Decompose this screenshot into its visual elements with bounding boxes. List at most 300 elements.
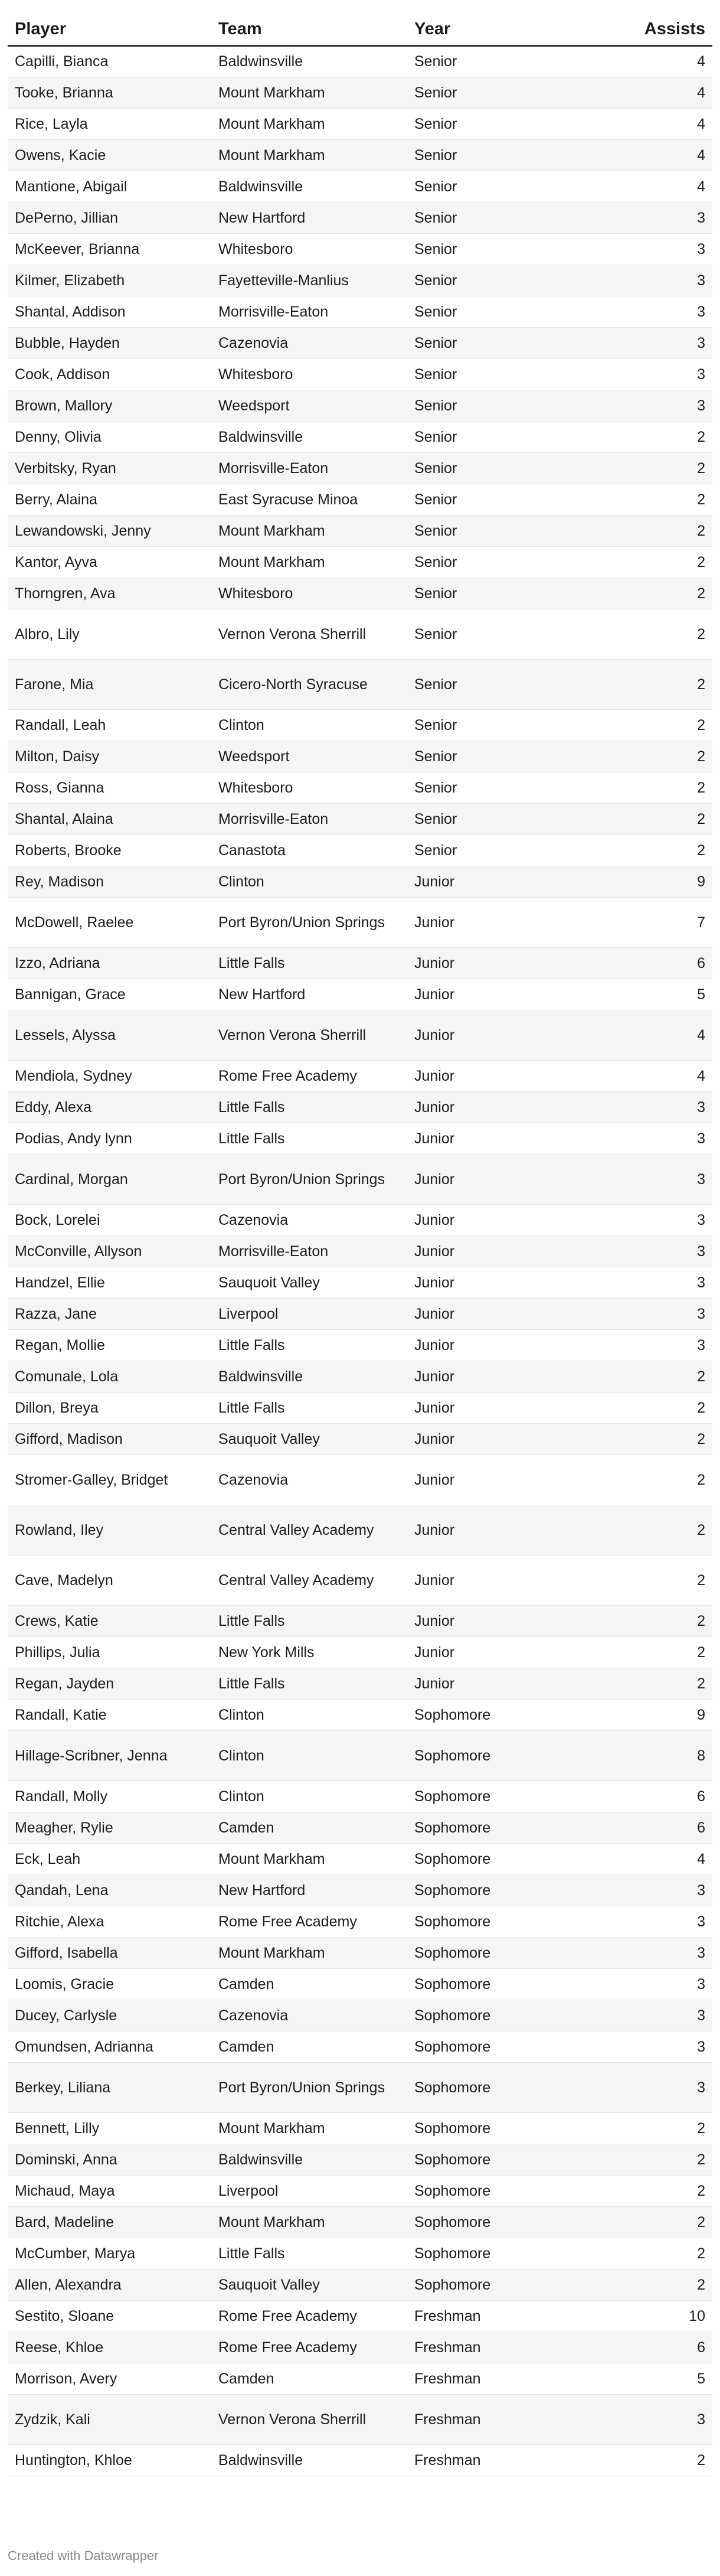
player-cell: Hillage-Scribner, Jenna	[8, 1731, 211, 1781]
player-cell: Sestito, Sloane	[8, 2301, 211, 2332]
table-row	[8, 1505, 712, 1556]
table-row	[8, 1123, 712, 1155]
table-row	[8, 234, 712, 265]
team-cell: Whitesboro	[211, 234, 407, 265]
table-header	[8, 13, 712, 46]
table-row	[8, 772, 712, 804]
assists-cell: 3	[602, 1906, 712, 1938]
team-cell: Little Falls	[211, 1668, 407, 1700]
assists-table-container	[8, 13, 712, 2476]
year-cell: Senior	[407, 609, 602, 660]
year-cell: Junior	[407, 866, 602, 898]
year-cell: Junior	[407, 1123, 602, 1155]
year-cell: Senior	[407, 547, 602, 578]
table-row	[8, 578, 712, 609]
assists-cell: 2	[602, 2207, 712, 2238]
team-cell: Camden	[211, 1969, 407, 2000]
player-cell: Farone, Mia	[8, 660, 211, 710]
team-cell: Camden	[211, 2363, 407, 2395]
player-cell: Izzo, Adriana	[8, 948, 211, 979]
player-cell: Verbitsky, Ryan	[8, 453, 211, 484]
table-row	[8, 2113, 712, 2144]
column-header-player[interactable]: Player	[8, 13, 211, 46]
year-cell: Sophomore	[407, 2032, 602, 2063]
table-row	[8, 2000, 712, 2032]
player-cell: Stromer-Galley, Bridget	[8, 1455, 211, 1505]
assists-cell: 2	[602, 1637, 712, 1668]
assists-cell: 6	[602, 2332, 712, 2363]
table-row	[8, 296, 712, 328]
player-cell: Loomis, Gracie	[8, 1969, 211, 2000]
player-cell: Tooke, Brianna	[8, 77, 211, 109]
player-cell: Shantal, Addison	[8, 296, 211, 328]
table-row	[8, 171, 712, 203]
team-cell: Vernon Verona Sherrill	[211, 2395, 407, 2445]
table-row	[8, 1668, 712, 1700]
table-row	[8, 109, 712, 140]
assists-cell: 2	[602, 1668, 712, 1700]
assists-cell: 2	[602, 609, 712, 660]
year-cell: Sophomore	[407, 1844, 602, 1875]
player-cell: Randall, Leah	[8, 710, 211, 741]
player-cell: Thorngren, Ava	[8, 578, 211, 609]
table-row	[8, 804, 712, 835]
player-cell: Bennett, Lilly	[8, 2113, 211, 2144]
year-cell: Sophomore	[407, 2063, 602, 2113]
table-row	[8, 866, 712, 898]
team-cell: Little Falls	[211, 2238, 407, 2270]
team-cell: Cazenovia	[211, 1455, 407, 1505]
table-row	[8, 1812, 712, 1844]
assists-table	[8, 13, 712, 2476]
column-header-year[interactable]: Year	[407, 13, 602, 46]
assists-cell: 2	[602, 1556, 712, 1606]
team-cell: Baldwinsville	[211, 422, 407, 453]
player-cell: Capilli, Bianca	[8, 46, 211, 77]
assists-cell: 2	[602, 1393, 712, 1424]
table-row	[8, 2363, 712, 2395]
year-cell: Senior	[407, 140, 602, 171]
table-row	[8, 2144, 712, 2176]
team-cell: Cazenovia	[211, 2000, 407, 2032]
year-cell: Junior	[407, 898, 602, 948]
assists-cell: 2	[602, 547, 712, 578]
team-cell: Weedsport	[211, 390, 407, 422]
table-row	[8, 660, 712, 710]
player-cell: Bard, Madeline	[8, 2207, 211, 2238]
team-cell: Morrisville-Eaton	[211, 804, 407, 835]
team-cell: Mount Markham	[211, 140, 407, 171]
table-row	[8, 1969, 712, 2000]
team-cell: Mount Markham	[211, 2113, 407, 2144]
year-cell: Junior	[407, 1606, 602, 1637]
table-row	[8, 898, 712, 948]
player-cell: Handzel, Ellie	[8, 1267, 211, 1299]
year-cell: Senior	[407, 46, 602, 77]
assists-cell: 2	[602, 484, 712, 516]
team-cell: Mount Markham	[211, 1844, 407, 1875]
player-cell: Dominski, Anna	[8, 2144, 211, 2176]
player-cell: Owens, Kacie	[8, 140, 211, 171]
table-row	[8, 359, 712, 390]
assists-cell: 4	[602, 109, 712, 140]
team-cell: Morrisville-Eaton	[211, 453, 407, 484]
table-row	[8, 948, 712, 979]
year-cell: Junior	[407, 1330, 602, 1361]
year-cell: Senior	[407, 578, 602, 609]
table-row	[8, 1875, 712, 1906]
player-cell: Shantal, Alaina	[8, 804, 211, 835]
player-cell: Rowland, Iley	[8, 1505, 211, 1556]
player-cell: Ritchie, Alexa	[8, 1906, 211, 1938]
player-cell: Huntington, Khloe	[8, 2445, 211, 2476]
assists-cell: 2	[602, 660, 712, 710]
header-row	[8, 13, 712, 46]
table-row	[8, 453, 712, 484]
player-cell: Kilmer, Elizabeth	[8, 265, 211, 296]
assists-cell: 3	[602, 1299, 712, 1330]
assists-cell: 8	[602, 1731, 712, 1781]
year-cell: Sophomore	[407, 2000, 602, 2032]
year-cell: Senior	[407, 741, 602, 772]
year-cell: Junior	[407, 1299, 602, 1330]
table-row	[8, 1155, 712, 1205]
player-cell: Dillon, Breya	[8, 1393, 211, 1424]
team-cell: Little Falls	[211, 1123, 407, 1155]
year-cell: Junior	[407, 1668, 602, 1700]
player-cell: Eddy, Alexa	[8, 1092, 211, 1123]
team-cell: East Syracuse Minoa	[211, 484, 407, 516]
assists-cell: 2	[602, 2176, 712, 2207]
player-cell: Lewandowski, Jenny	[8, 516, 211, 547]
player-cell: Michaud, Maya	[8, 2176, 211, 2207]
team-cell: Little Falls	[211, 1330, 407, 1361]
year-cell: Sophomore	[407, 1906, 602, 1938]
team-cell: Little Falls	[211, 948, 407, 979]
table-row	[8, 77, 712, 109]
player-cell: Mendiola, Sydney	[8, 1061, 211, 1092]
player-cell: Bock, Lorelei	[8, 1205, 211, 1236]
assists-cell: 2	[602, 453, 712, 484]
table-row	[8, 516, 712, 547]
team-cell: Mount Markham	[211, 547, 407, 578]
year-cell: Junior	[407, 1205, 602, 1236]
table-row	[8, 1092, 712, 1123]
team-cell: Little Falls	[211, 1393, 407, 1424]
assists-cell: 2	[602, 2238, 712, 2270]
player-cell: Reese, Khloe	[8, 2332, 211, 2363]
assists-cell: 3	[602, 1155, 712, 1205]
team-cell: Port Byron/Union Springs	[211, 2063, 407, 2113]
assists-cell: 6	[602, 1812, 712, 1844]
table-row	[8, 1299, 712, 1330]
year-cell: Junior	[407, 948, 602, 979]
year-cell: Junior	[407, 1393, 602, 1424]
player-cell: Randall, Katie	[8, 1700, 211, 1731]
player-cell: Comunale, Lola	[8, 1361, 211, 1393]
year-cell: Junior	[407, 1361, 602, 1393]
table-row	[8, 1938, 712, 1969]
year-cell: Freshman	[407, 2332, 602, 2363]
table-row	[8, 1844, 712, 1875]
table-row	[8, 2395, 712, 2445]
year-cell: Senior	[407, 171, 602, 203]
player-cell: Bubble, Hayden	[8, 328, 211, 359]
player-cell: Phillips, Julia	[8, 1637, 211, 1668]
year-cell: Senior	[407, 772, 602, 804]
year-cell: Senior	[407, 516, 602, 547]
year-cell: Senior	[407, 484, 602, 516]
team-cell: Clinton	[211, 866, 407, 898]
assists-cell: 2	[602, 835, 712, 866]
assists-cell: 3	[602, 1969, 712, 2000]
assists-cell: 5	[602, 2363, 712, 2395]
year-cell: Junior	[407, 1455, 602, 1505]
team-cell: Rome Free Academy	[211, 2301, 407, 2332]
table-row	[8, 710, 712, 741]
team-cell: Whitesboro	[211, 772, 407, 804]
team-cell: Liverpool	[211, 1299, 407, 1330]
player-cell: Morrison, Avery	[8, 2363, 211, 2395]
assists-cell: 3	[602, 1236, 712, 1267]
year-cell: Junior	[407, 1556, 602, 1606]
year-cell: Junior	[407, 1505, 602, 1556]
year-cell: Senior	[407, 328, 602, 359]
player-cell: Crews, Katie	[8, 1606, 211, 1637]
year-cell: Sophomore	[407, 2113, 602, 2144]
table-row	[8, 1061, 712, 1092]
table-row	[8, 1700, 712, 1731]
assists-cell: 4	[602, 140, 712, 171]
player-cell: Rice, Layla	[8, 109, 211, 140]
year-cell: Senior	[407, 234, 602, 265]
team-cell: Rome Free Academy	[211, 2332, 407, 2363]
table-row	[8, 1556, 712, 1606]
assists-cell: 3	[602, 1330, 712, 1361]
team-cell: New York Mills	[211, 1637, 407, 1668]
assists-cell: 5	[602, 979, 712, 1010]
player-cell: Milton, Daisy	[8, 741, 211, 772]
assists-cell: 4	[602, 1844, 712, 1875]
team-cell: Rome Free Academy	[211, 1906, 407, 1938]
datawrapper-credit: Created with Datawrapper	[8, 2548, 159, 2563]
player-cell: Podias, Andy lynn	[8, 1123, 211, 1155]
year-cell: Sophomore	[407, 1938, 602, 1969]
year-cell: Sophomore	[407, 1969, 602, 2000]
team-cell: Camden	[211, 2032, 407, 2063]
player-cell: McDowell, Raelee	[8, 898, 211, 948]
assists-cell: 10	[602, 2301, 712, 2332]
assists-cell: 9	[602, 866, 712, 898]
team-cell: Sauquoit Valley	[211, 1267, 407, 1299]
player-cell: DePerno, Jillian	[8, 203, 211, 234]
year-cell: Sophomore	[407, 1781, 602, 1812]
year-cell: Junior	[407, 979, 602, 1010]
assists-cell: 3	[602, 234, 712, 265]
year-cell: Senior	[407, 359, 602, 390]
table-row	[8, 1236, 712, 1267]
table-row	[8, 203, 712, 234]
player-cell: McCumber, Marya	[8, 2238, 211, 2270]
team-cell: New Hartford	[211, 979, 407, 1010]
player-cell: McKeever, Brianna	[8, 234, 211, 265]
assists-cell: 2	[602, 1361, 712, 1393]
team-cell: Mount Markham	[211, 109, 407, 140]
year-cell: Sophomore	[407, 1812, 602, 1844]
assists-cell: 2	[602, 2113, 712, 2144]
team-cell: Camden	[211, 1812, 407, 1844]
team-cell: Mount Markham	[211, 77, 407, 109]
year-cell: Senior	[407, 203, 602, 234]
assists-cell: 2	[602, 804, 712, 835]
player-cell: Qandah, Lena	[8, 1875, 211, 1906]
team-cell: Baldwinsville	[211, 2144, 407, 2176]
table-row	[8, 2301, 712, 2332]
assists-cell: 2	[602, 1424, 712, 1455]
column-header-team[interactable]: Team	[211, 13, 407, 46]
table-row	[8, 265, 712, 296]
table-row	[8, 2063, 712, 2113]
table-row	[8, 2332, 712, 2363]
column-header-assists[interactable]: Assists	[602, 13, 712, 46]
player-cell: Meagher, Rylie	[8, 1812, 211, 1844]
team-cell: Whitesboro	[211, 578, 407, 609]
assists-cell: 3	[602, 1267, 712, 1299]
assists-cell: 2	[602, 2445, 712, 2476]
player-cell: Regan, Jayden	[8, 1668, 211, 1700]
team-cell: Clinton	[211, 1731, 407, 1781]
team-cell: Central Valley Academy	[211, 1505, 407, 1556]
assists-cell: 3	[602, 1938, 712, 1969]
year-cell: Sophomore	[407, 2176, 602, 2207]
assists-cell: 2	[602, 1505, 712, 1556]
team-cell: Baldwinsville	[211, 2445, 407, 2476]
team-cell: Rome Free Academy	[211, 1061, 407, 1092]
player-cell: Brown, Mallory	[8, 390, 211, 422]
table-row	[8, 979, 712, 1010]
team-cell: Clinton	[211, 1781, 407, 1812]
assists-cell: 3	[602, 265, 712, 296]
table-row	[8, 1424, 712, 1455]
player-cell: Rey, Madison	[8, 866, 211, 898]
year-cell: Junior	[407, 1155, 602, 1205]
player-cell: Zydzik, Kali	[8, 2395, 211, 2445]
team-cell: Canastota	[211, 835, 407, 866]
assists-cell: 2	[602, 2270, 712, 2301]
assists-cell: 2	[602, 710, 712, 741]
table-row	[8, 1361, 712, 1393]
table-row	[8, 2445, 712, 2476]
player-cell: Kantor, Ayva	[8, 547, 211, 578]
assists-cell: 3	[602, 328, 712, 359]
year-cell: Sophomore	[407, 1875, 602, 1906]
year-cell: Freshman	[407, 2445, 602, 2476]
year-cell: Senior	[407, 835, 602, 866]
assists-cell: 4	[602, 77, 712, 109]
assists-cell: 4	[602, 1061, 712, 1092]
year-cell: Junior	[407, 1236, 602, 1267]
table-row	[8, 1637, 712, 1668]
assists-cell: 3	[602, 203, 712, 234]
assists-cell: 4	[602, 171, 712, 203]
year-cell: Senior	[407, 804, 602, 835]
team-cell: Liverpool	[211, 2176, 407, 2207]
year-cell: Freshman	[407, 2395, 602, 2445]
table-row	[8, 328, 712, 359]
assists-cell: 3	[602, 2063, 712, 2113]
table-row	[8, 390, 712, 422]
assists-cell: 3	[602, 2032, 712, 2063]
year-cell: Sophomore	[407, 2270, 602, 2301]
table-row	[8, 2032, 712, 2063]
assists-cell: 3	[602, 1205, 712, 1236]
table-row	[8, 547, 712, 578]
team-cell: Fayetteville-Manlius	[211, 265, 407, 296]
team-cell: Port Byron/Union Springs	[211, 898, 407, 948]
player-cell: Razza, Jane	[8, 1299, 211, 1330]
assists-cell: 2	[602, 516, 712, 547]
year-cell: Senior	[407, 109, 602, 140]
player-cell: Regan, Mollie	[8, 1330, 211, 1361]
table-row	[8, 1010, 712, 1061]
team-cell: Baldwinsville	[211, 1361, 407, 1393]
assists-cell: 3	[602, 1123, 712, 1155]
team-cell: New Hartford	[211, 1875, 407, 1906]
player-cell: Roberts, Brooke	[8, 835, 211, 866]
table-row	[8, 140, 712, 171]
table-row	[8, 46, 712, 77]
player-cell: Gifford, Isabella	[8, 1938, 211, 1969]
team-cell: Central Valley Academy	[211, 1556, 407, 1606]
team-cell: Cazenovia	[211, 328, 407, 359]
table-row	[8, 1731, 712, 1781]
player-cell: Ducey, Carlysle	[8, 2000, 211, 2032]
team-cell: Whitesboro	[211, 359, 407, 390]
table-row	[8, 1455, 712, 1505]
table-row	[8, 741, 712, 772]
assists-cell: 3	[602, 1092, 712, 1123]
player-cell: Allen, Alexandra	[8, 2270, 211, 2301]
year-cell: Senior	[407, 660, 602, 710]
team-cell: Sauquoit Valley	[211, 2270, 407, 2301]
year-cell: Senior	[407, 710, 602, 741]
assists-cell: 2	[602, 422, 712, 453]
assists-cell: 2	[602, 741, 712, 772]
assists-cell: 2	[602, 1455, 712, 1505]
player-cell: Eck, Leah	[8, 1844, 211, 1875]
team-cell: Mount Markham	[211, 1938, 407, 1969]
year-cell: Sophomore	[407, 2238, 602, 2270]
team-cell: Vernon Verona Sherrill	[211, 609, 407, 660]
year-cell: Junior	[407, 1424, 602, 1455]
assists-cell: 2	[602, 578, 712, 609]
player-cell: Lessels, Alyssa	[8, 1010, 211, 1061]
assists-cell: 9	[602, 1700, 712, 1731]
year-cell: Senior	[407, 296, 602, 328]
assists-cell: 2	[602, 1606, 712, 1637]
table-row	[8, 422, 712, 453]
assists-cell: 3	[602, 2000, 712, 2032]
table-row	[8, 1606, 712, 1637]
year-cell: Sophomore	[407, 1700, 602, 1731]
team-cell: Baldwinsville	[211, 46, 407, 77]
year-cell: Sophomore	[407, 1731, 602, 1781]
year-cell: Senior	[407, 422, 602, 453]
player-cell: Berkey, Liliana	[8, 2063, 211, 2113]
player-cell: Ross, Gianna	[8, 772, 211, 804]
assists-cell: 4	[602, 46, 712, 77]
year-cell: Junior	[407, 1637, 602, 1668]
